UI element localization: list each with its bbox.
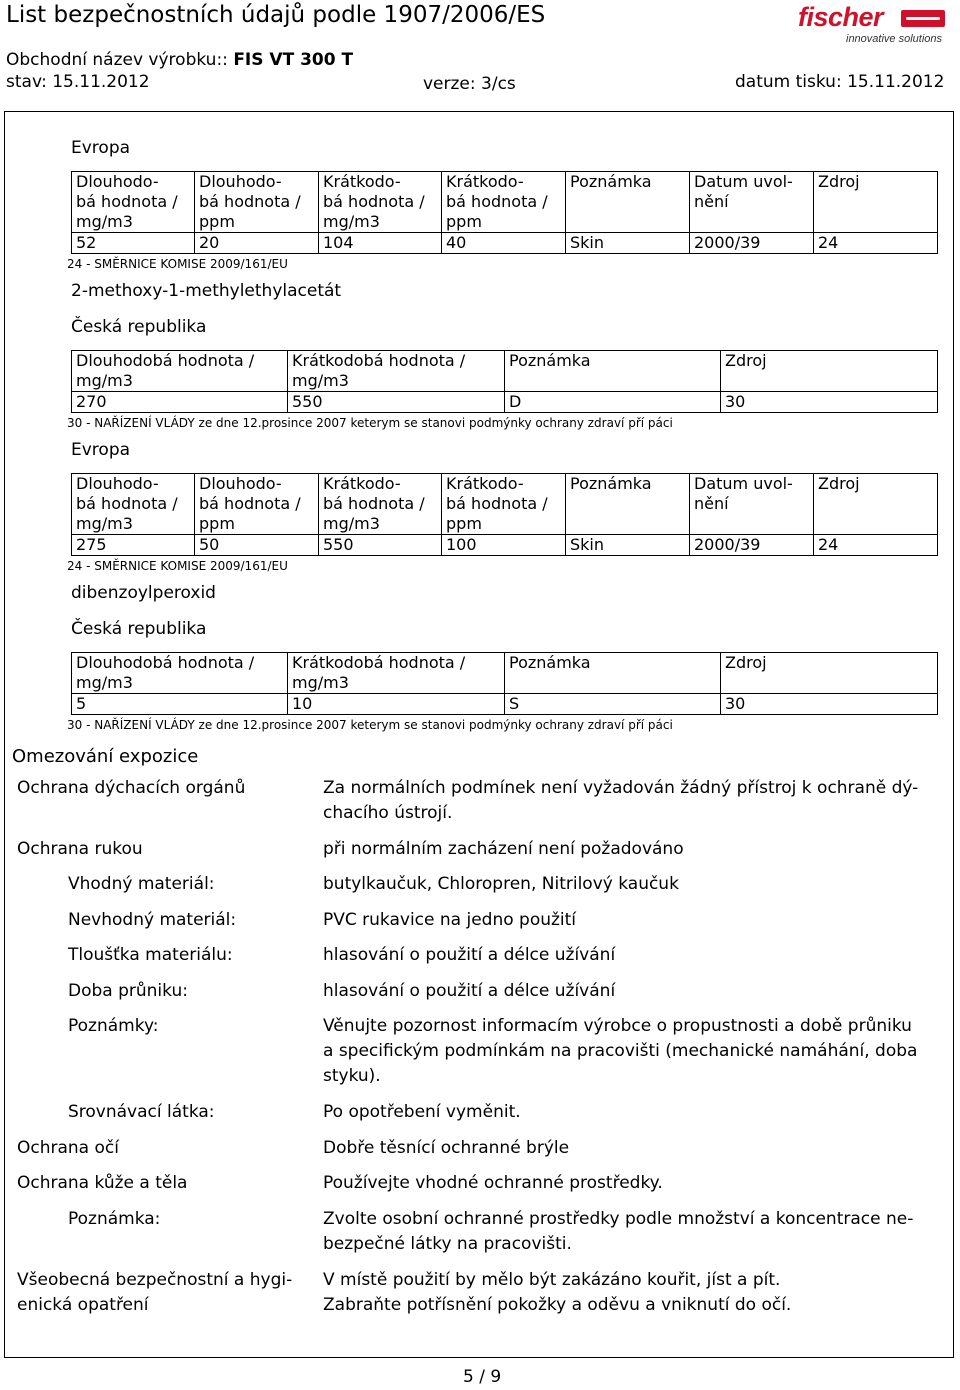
value-suitable-material: butylkaučuk, Chloropren, Nitrilový kaučuk <box>323 874 679 894</box>
document-title: List bezpečnostních údajů podle 1907/2006/ES <box>6 2 546 28</box>
label-unsuitable-material: Nevhodný materiál: <box>68 910 237 930</box>
label-skin-protection: Ochrana kůže a těla <box>17 1173 188 1193</box>
table-header-cell: Poznámka <box>505 351 721 392</box>
label-notes: Poznámky: <box>68 1016 159 1036</box>
table-cell: 550 <box>319 535 442 556</box>
value-notes: Věnujte pozornost informacím výrobce o propustnosti a době průniku a specifickým podmínkám na pracovišti (mechanické namáhání, doba styku). <box>323 1016 918 1086</box>
source-note-4: 30 - NAŘÍZENÍ VLÁDY ze dne 12.prosince 2007 keterym se stanovi podmýnky ochrany zdraví pří páci <box>67 718 673 732</box>
table-header-cell: Krátkodobá hodnota / mg/m3 <box>288 653 505 694</box>
label-eye-protection: Ochrana očí <box>17 1138 119 1158</box>
table-header-cell: Krátkodo- bá hodnota / mg/m3 <box>319 172 442 233</box>
version-label: verze: 3/cs <box>423 74 516 94</box>
table-header-cell: Dlouhodobá hodnota / mg/m3 <box>72 653 288 694</box>
table-cell: 52 <box>72 233 195 254</box>
table-header-cell: Datum uvol- nění <box>690 474 814 535</box>
label-respiratory: Ochrana dýchacích orgánů <box>17 778 246 798</box>
status-date: 15.11.2012 <box>52 72 150 92</box>
value-unsuitable-material: PVC rukavice na jedno použití <box>323 910 577 930</box>
table-header-cell: Datum uvol- nění <box>690 172 814 233</box>
table-cell: 24 <box>814 535 938 556</box>
logo-wordmark: fischer <box>798 2 884 32</box>
value-remark: Zvolte osobní ochranné prostředky podle množství a koncentrace ne- bezpečné látky na pracovišti. <box>323 1209 914 1254</box>
trade-name-line <box>6 50 353 70</box>
table-header-cell: Dlouhodo- bá hodnota / ppm <box>195 172 319 233</box>
table-cell: 30 <box>721 694 938 715</box>
logo-dowel-icon <box>901 10 945 27</box>
label-material-thickness: Tloušťka materiálu: <box>68 945 233 965</box>
source-note-1: 24 - SMĚRNICE KOMISE 2009/161/EU <box>67 257 288 271</box>
table-header-cell: Dlouhodo- bá hodnota / mg/m3 <box>72 172 195 233</box>
table-cell: 275 <box>72 535 195 556</box>
limits-table-cz-2 <box>71 652 938 715</box>
table-header-cell: Krátkodo- bá hodnota / ppm <box>442 172 566 233</box>
value-skin-protection: Používejte vhodné ochranné prostředky. <box>323 1173 663 1193</box>
table-cell: 104 <box>319 233 442 254</box>
table-cell: Skin <box>566 233 690 254</box>
table-cell: 550 <box>288 392 505 413</box>
table-cell: S <box>505 694 721 715</box>
table-header-cell: Poznámka <box>566 172 690 233</box>
label-breakthrough-time: Doba průniku: <box>68 981 188 1001</box>
value-material-thickness: hlasování o použití a délce užívání <box>323 945 616 965</box>
status-label: stav: <box>6 72 47 92</box>
table-cell: 30 <box>721 392 938 413</box>
table-cell: 270 <box>72 392 288 413</box>
label-hand-protection: Ochrana rukou <box>17 839 143 859</box>
status-line <box>6 72 150 92</box>
table-header-cell: Poznámka <box>505 653 721 694</box>
value-reference-substance: Po opotřebení vyměnit. <box>323 1102 521 1122</box>
substance-name-1: 2-methoxy-1-methylethylacetát <box>71 281 342 301</box>
value-eye-protection: Dobře těsnící ochranné brýle <box>323 1138 570 1158</box>
table-cell: D <box>505 392 721 413</box>
table-cell: 10 <box>288 694 505 715</box>
label-suitable-material: Vhodný materiál: <box>68 874 215 894</box>
region-evropa-2: Evropa <box>71 440 131 460</box>
section-heading-exposure: Omezování expozice <box>12 746 199 767</box>
table-header-cell: Zdroj <box>814 474 938 535</box>
table-header-cell: Krátkodo- bá hodnota / mg/m3 <box>319 474 442 535</box>
table-cell: 5 <box>72 694 288 715</box>
value-hand-protection: při normálním zacházení není požadováno <box>323 839 684 859</box>
table-header-cell: Dlouhodo- bá hodnota / ppm <box>195 474 319 535</box>
table-cell: Skin <box>566 535 690 556</box>
print-date-label: datum tisku: <box>735 72 842 92</box>
substance-name-2: dibenzoylperoxid <box>71 583 216 603</box>
label-reference-substance: Srovnávací látka: <box>68 1102 215 1122</box>
table-header-cell: Krátkodobá hodnota / mg/m3 <box>288 351 505 392</box>
region-cz-2: Česká republika <box>71 619 207 639</box>
table-header-cell: Krátkodo- bá hodnota / ppm <box>442 474 566 535</box>
table-header-cell: Poznámka <box>566 474 690 535</box>
source-note-3: 24 - SMĚRNICE KOMISE 2009/161/EU <box>67 559 288 573</box>
table-cell: 100 <box>442 535 566 556</box>
limits-table-cz-1 <box>71 350 938 413</box>
source-note-2: 30 - NAŘÍZENÍ VLÁDY ze dne 12.prosince 2007 keterym se stanovi podmýnky ochrany zdraví pří páci <box>67 416 673 430</box>
table-header-cell: Zdroj <box>814 172 938 233</box>
table-cell: 20 <box>195 233 319 254</box>
table-header-cell: Dlouhodobá hodnota / mg/m3 <box>72 351 288 392</box>
table-cell: 2000/39 <box>690 233 814 254</box>
region-cz-1: Česká republika <box>71 317 207 337</box>
limits-table-evropa-2 <box>71 473 938 556</box>
trade-name-value: FIS VT 300 T <box>233 50 354 70</box>
label-remark: Poznámka: <box>68 1209 161 1229</box>
fischer-logo <box>798 2 948 46</box>
print-date-value: 15.11.2012 <box>847 72 945 92</box>
value-general-hygiene: V místě použití by mělo být zakázáno kouřit, jíst a pít. Zabraňte potřísnění pokožky a oděvu a vniknutí do očí. <box>323 1270 792 1315</box>
label-general-hygiene: Všeobecná bezpečnostní a hygi- enická opatření <box>17 1270 293 1315</box>
table-cell: 40 <box>442 233 566 254</box>
limits-table-evropa-1 <box>71 171 938 254</box>
value-breakthrough-time: hlasování o použití a délce užívání <box>323 981 616 1001</box>
region-evropa-1: Evropa <box>71 138 131 158</box>
trade-name-label: Obchodní název výrobku:: <box>6 50 228 70</box>
table-header-cell: Zdroj <box>721 351 938 392</box>
table-cell: 50 <box>195 535 319 556</box>
print-date-line <box>735 72 944 92</box>
logo-tagline: innovative solutions <box>846 33 943 45</box>
table-cell: 2000/39 <box>690 535 814 556</box>
table-header-cell: Zdroj <box>721 653 938 694</box>
page-number: 5 / 9 <box>463 1367 502 1387</box>
table-cell: 24 <box>814 233 938 254</box>
value-respiratory: Za normálních podmínek není vyžadován žádný přístroj k ochraně dý- chacího ústrojí. <box>323 778 919 823</box>
table-header-cell: Dlouhodo- bá hodnota / mg/m3 <box>72 474 195 535</box>
